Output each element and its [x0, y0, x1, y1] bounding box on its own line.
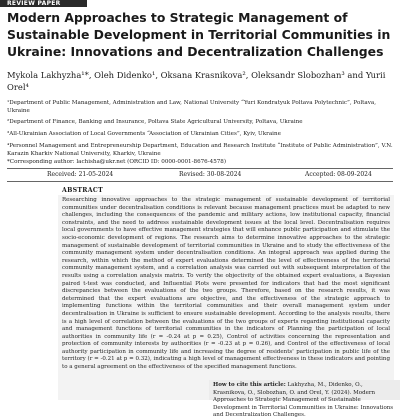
- affiliation-1: ¹Department of Public Management, Administration and Law, National University “Yuri Kondratyuk Poltava Polytechnic”, Poltava, Ukraine: [7, 100, 376, 114]
- received-date: Received: 21-05-2024: [47, 171, 114, 178]
- abstract-heading: ABSTRACT: [62, 187, 103, 194]
- article-dates: [7, 170, 393, 180]
- abstract-text: Researching innovative approaches to the strategic management of sustainable development of territorial communities under decentralisation conditions is relevant because management practices must be adapted to new challenges, including the consequences of the pandemic and military actions, low institutional capacity, financial constraints, and the need to address sustainable development issues at the local level. Decentralisation requires local governments to have effective management strategies that will enhance public participation and stimulate the socio-economic development of regions. The research aims to determine innovative approaches to the strategic management of sustainable development of territorial communities in Ukraine and to study the effectiveness of the community management system under decentralisation conditions. An integral approach was applied during the research, within which the method of expert evaluations determined the level of effectiveness of the territorial community management system, and a correlation analysis was carried out with subsequent interpretation of the results using a correlation analysis matrix. To verify the objectivity of the obtained expert evaluations, a Bayesian paired t-test was conducted, and Influential Plots were presented for indicators that had the most significant discrepancies between the evaluations of the two groups. Therefore, based on the research results, it was determined that the expert evaluations are objective, and the effectiveness of the strategic approach to implementing functions within the territorial communities and their overall management system under decentralisation in Ukraine is sufficient to ensure sustainable development. According to the analysis results, there is a high level of correlation between the evaluations of the two groups of experts regarding institutional capacity and management functions of territorial communities in the indicators of Planning the participation of local authorities in community life (r = -0.24 at p = 0.25), Control of activities concerning the representation and protection of community interests by authorities (r = -0.23 at p = 0.26), and Control of the effectiveness of local authority participation in community life and increasing the degree of residents' participation in public life of the territory (r = -0.21 at p = 0.32), indicating a high level of management effectiveness in these indicators and pointing to a general agreement on the effectiveness of the specified management functions.: [62, 197, 390, 371]
- citation-text: Lakhyzha, M., Didenko, O., Krasnikova, O., Slobozhan, O. and Orel, Y. (2024). Modern Approaches to Strategic Management of Sustainable Development in Territorial Communities in Ukraine: Innovations and Decentralization Challenges.: [213, 382, 394, 419]
- article-type-tag: REVIEW PAPER: [0, 0, 87, 7]
- revised-date: Revised: 30-08-2024: [179, 171, 242, 178]
- affiliation-2: ²Department of Finance, Banking and Insurance, Poltava State Agricultural University, Poltava, Ukraine: [7, 119, 303, 125]
- citation-box: [209, 380, 400, 419]
- accepted-date: Accepted: 08-09-2024: [305, 171, 372, 178]
- divider-bottom: [7, 181, 393, 182]
- corresponding-author: *Corresponding author: lachisha@ukr.net (ORCID ID: 0000-0001-8676-4578): [7, 159, 227, 165]
- affiliation-3: ³All-Ukrainian Association of Local Governments “Association of Ukrainian Cities”, Kyiv, Ukraine: [7, 131, 281, 137]
- author-list: Mykola Lakhyzha¹*, Oleh Didenko¹, Oksana Krasnikova², Oleksandr Slobozhan³ and Yurii Orel⁴: [7, 70, 386, 92]
- divider-top: [7, 168, 393, 169]
- paper-title: Modern Approaches to Strategic Management of Sustainable Development in Territorial Communities in Ukraine: Innovations and Decentralization Challenges: [7, 10, 391, 59]
- affiliation-4: ⁴Personnel Management and Entrepreneurship Department, Education and Research Institute “Institute of Public Administration”, V.N. Karazin Kharkiv National University, Kharkiv, Ukraine: [7, 143, 393, 157]
- citation-label: How to cite this article:: [213, 382, 286, 388]
